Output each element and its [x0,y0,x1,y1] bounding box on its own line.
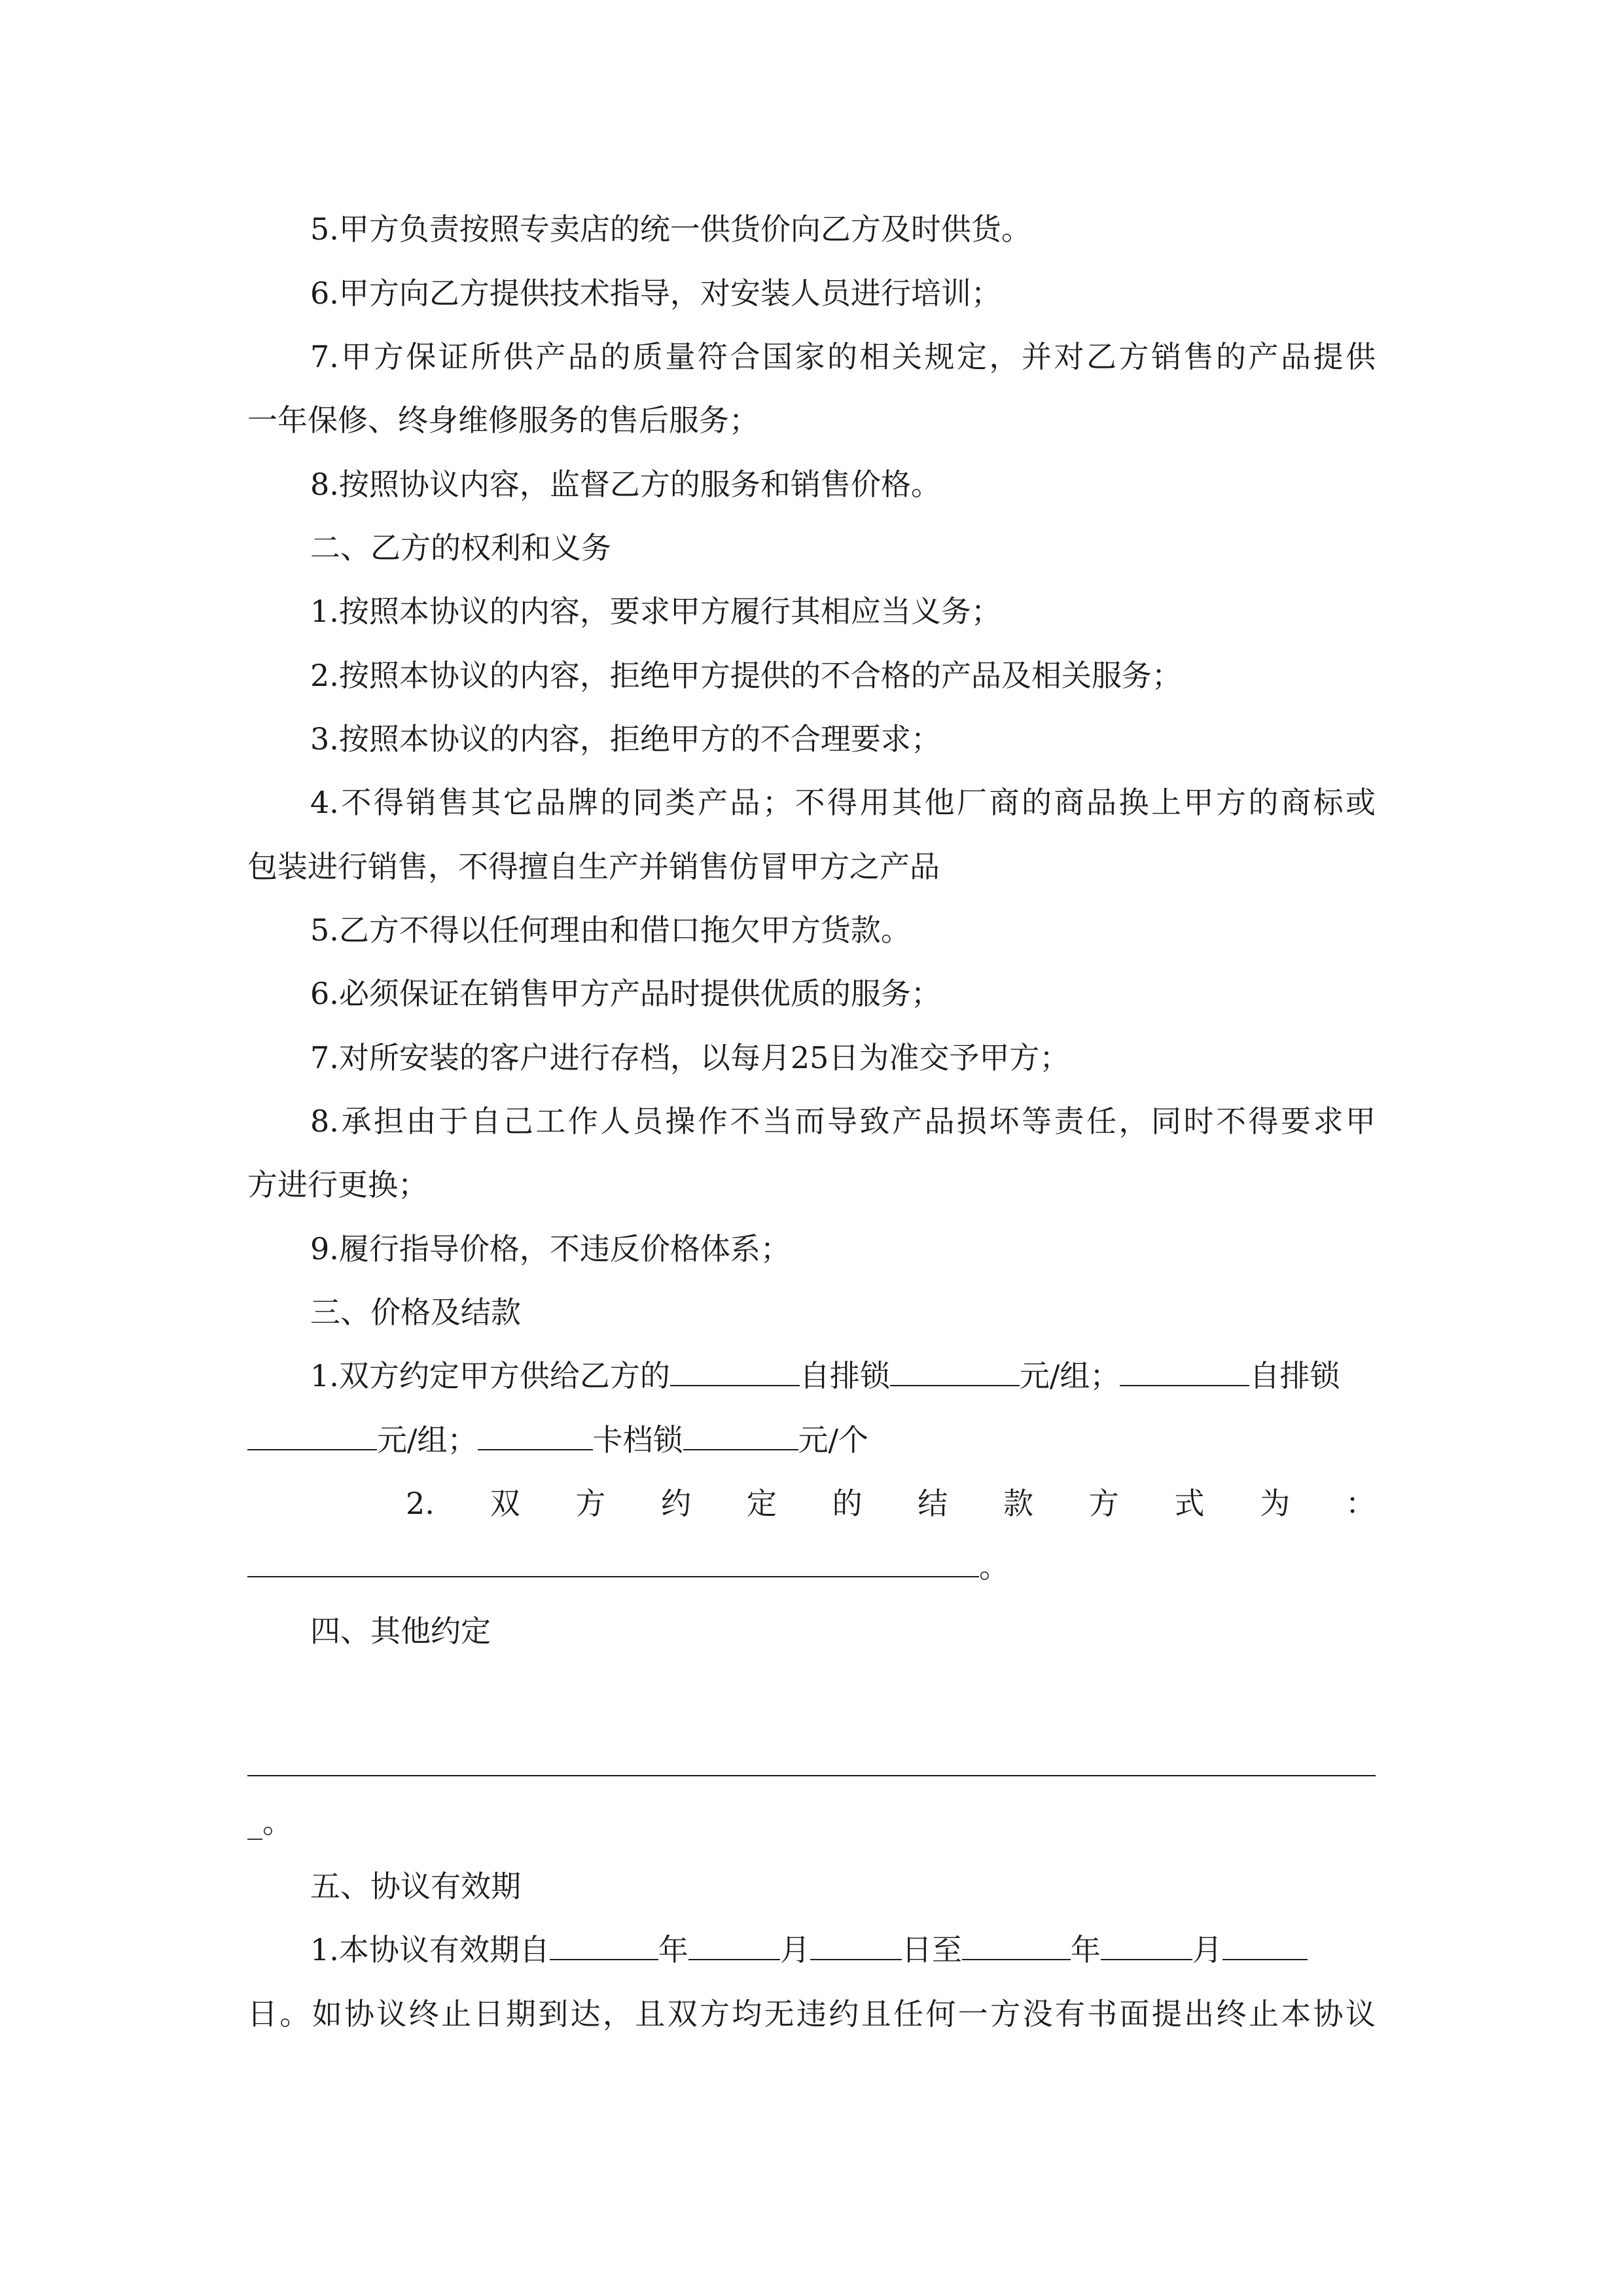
clause-5-1-text-b: 年 [658,1932,688,1967]
clause-3-2-char: 方 [1088,1486,1119,1521]
clause-2-7: 7.对所安装的客户进行存档，以每月25日为准交予甲方； [310,1040,1070,1075]
price-blank-1[interactable] [670,1355,800,1386]
price-blank-2[interactable] [890,1355,1020,1386]
clause-3-2-char: 结 [918,1486,948,1521]
end-month-blank[interactable] [1101,1929,1192,1960]
clause-3-1-text-b: 自排锁 [799,1358,890,1393]
section-heading-4: 四、其他约定 [310,1613,491,1649]
clause-5-1-text-f: 月 [1192,1932,1222,1967]
end-day-blank[interactable] [1222,1929,1308,1960]
clause-3-1-text-f: 卡档锁 [592,1422,683,1458]
clause-3-2-char: ： [1345,1486,1376,1521]
clause-5-1-line-1 [310,1929,1376,1971]
end-year-blank[interactable] [962,1929,1071,1960]
clause-3-2-line-1 [406,1482,1376,1524]
clause-5-1-text-e: 年 [1070,1932,1101,1967]
clause-3-2-char: 款 [1003,1486,1034,1521]
price-blank-6[interactable] [683,1419,798,1450]
clause-3-1-text-d: 自排锁 [1249,1358,1340,1393]
clause-3-1-text-c: 元/组； [1019,1358,1120,1393]
clause-5-1-text-c: 月 [779,1932,810,1967]
clause-3-2-char: 定 [746,1486,777,1521]
clause-3-2-char: 双 [490,1486,520,1521]
other-terms-end: _。 [247,1804,293,1840]
clause-3-2-end: 。 [979,1549,1009,1585]
clause-5-1-text-a: 1.本协议有效期自 [310,1932,550,1967]
price-blank-4[interactable] [247,1419,377,1450]
start-year-blank[interactable] [550,1929,658,1960]
clause-3-1-line-1 [310,1355,1376,1397]
clause-2-8-line-1: 8.承担由于自己工作人员操作不当而导致产品损坏等责任，同时不得要求甲 [310,1103,1376,1139]
clause-1-8: 8.按照协议内容，监督乙方的服务和销售价格。 [310,467,941,502]
clause-2-8-line-2: 方进行更换； [247,1167,428,1202]
clause-3-2-char: 约 [661,1486,692,1521]
clause-2-4-line-2: 包装进行销售，不得擅自生产并销售仿冒甲方之产品 [247,849,940,884]
clause-2-2: 2.按照本协议的内容，拒绝甲方提供的不合格的产品及相关服务； [310,658,1182,693]
clause-2-1: 1.按照本协议的内容，要求甲方履行其相应当义务； [310,594,1001,629]
section-heading-5: 五、协议有效期 [310,1869,521,1904]
clause-1-7-line-1: 7.甲方保证所供产品的质量符合国家的相关规定，并对乙方销售的产品提供 [310,339,1376,374]
section-heading-3: 三、价格及结款 [310,1295,521,1330]
clause-3-2-char: 为 [1260,1486,1291,1521]
clause-3-2-char: 式 [1174,1486,1205,1521]
clause-3-2-line-2 [247,1546,1376,1588]
clause-3-1-line-2 [247,1419,1376,1461]
clause-3-1-text-a: 1.双方约定甲方供给乙方的 [310,1358,670,1393]
clause-3-2-char: 的 [832,1486,863,1521]
clause-2-6: 6.必须保证在销售甲方产品时提供优质的服务； [310,976,941,1011]
section-heading-2: 二、乙方的权利和义务 [310,530,611,565]
clause-5-1-line-2: 日。如协议终止日期到达，且双方均无违约且任何一方没有书面提出终止本协议 [247,1996,1376,2032]
clause-5-1-text-d: 日至 [901,1932,962,1967]
other-terms-blank[interactable] [247,1775,1376,1776]
clause-3-2-char: 方 [575,1486,606,1521]
start-day-blank[interactable] [810,1929,902,1960]
clause-1-7-line-2: 一年保修、终身维修服务的售后服务； [247,403,759,438]
clause-2-3: 3.按照本协议的内容，拒绝甲方的不合理要求； [310,721,941,757]
clause-3-1-text-e: 元/组； [377,1422,478,1458]
clause-1-5: 5.甲方负责按照专卖店的统一供货价向乙方及时供货。 [310,211,1031,247]
clause-1-6: 6.甲方向乙方提供技术指导，对安装人员进行培训； [310,276,1001,311]
clause-3-1-text-g: 元/个 [798,1422,868,1458]
clause-2-4-line-1: 4.不得销售其它品牌的同类产品；不得用其他厂商的商品换上甲方的商标或 [310,785,1376,820]
price-blank-3[interactable] [1120,1355,1249,1386]
clause-2-9: 9.履行指导价格，不违反价格体系； [310,1231,791,1266]
settlement-method-blank[interactable] [247,1546,979,1577]
price-blank-5[interactable] [478,1419,593,1450]
clause-3-2-char: 2. [406,1486,435,1521]
start-month-blank[interactable] [688,1929,780,1960]
clause-2-5: 5.乙方不得以任何理由和借口拖欠甲方货款。 [310,912,911,948]
